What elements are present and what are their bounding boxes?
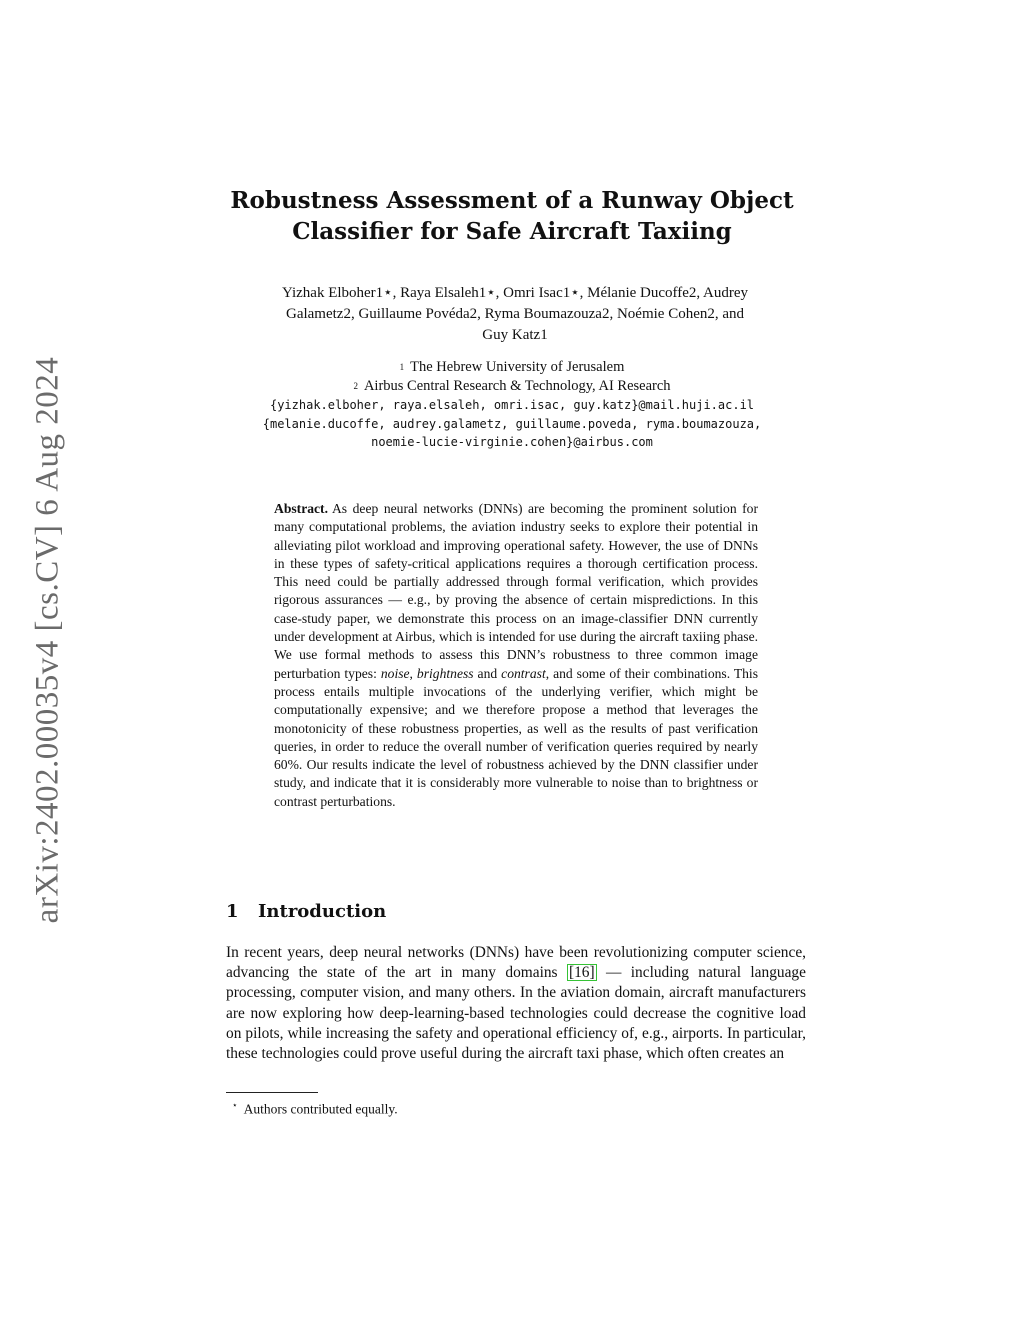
title-line-1: Robustness Assessment of a Runway Object xyxy=(230,187,794,214)
section-number: 1 xyxy=(226,901,239,922)
abstract-text-b: , and some of their combinations. This process entails multiple invocations of the underlying verifier, which might be computationally expensive; and we therefore propose a method that leverages the monotonicity of these robustness properties, as well as the results of past verification queries, in order to reduce the overall number of verification queries required by nearly 60%. Our results indicate the level of robustness achieved by the DNN classifier under study, and indicate that it is considerably more vulnerable to noise than to brightness or contrast perturbations. xyxy=(274,665,758,809)
abstract-sep-1: , xyxy=(409,665,413,681)
footnote-mark: ⋆ xyxy=(232,1100,238,1110)
email-line-3: noemie-lucie-virginie.cohen}@airbus.com xyxy=(371,435,653,449)
footnote xyxy=(226,1096,726,1119)
intro-paragraph xyxy=(226,943,806,1064)
email-line-2: {melanie.ducoffe, audrey.galametz, guillaume.poveda, ryma.boumazouza, xyxy=(262,416,762,431)
affiliation-text: The Hebrew University of Jerusalem xyxy=(410,359,625,375)
title-line-2: Classifier for Safe Aircraft Taxiing xyxy=(292,218,732,245)
citation-link[interactable]: [16] xyxy=(568,964,595,982)
affiliation-mark: 2 xyxy=(353,381,358,391)
authors-line-2: Galametz2, Guillaume Povéda2, Ryma Boumazouza2, Noémie Cohen2, and xyxy=(285,306,745,322)
term-noise: noise xyxy=(380,665,410,681)
section-title: Introduction xyxy=(258,901,387,922)
section-heading xyxy=(226,901,626,922)
abstract-label: Abstract. xyxy=(274,501,328,516)
affiliation-mark: 1 xyxy=(399,362,405,372)
authors-line-3: Guy Katz1 xyxy=(482,327,548,343)
term-contrast: contrast xyxy=(501,665,546,681)
email-line-1: {yizhak.elboher, raya.elsaleh, omri.isac, guy.katz}@mail.huji.ac.il xyxy=(269,398,755,412)
term-brightness: brightness xyxy=(416,665,474,681)
affiliation-2 xyxy=(212,377,812,396)
footnote-text: Authors contributed equally. xyxy=(243,1101,398,1117)
affiliations xyxy=(212,358,812,396)
abstract xyxy=(274,500,758,811)
author-emails xyxy=(190,396,834,452)
intro-text-a: In recent years, deep neural networks (DNNs) have been revolutionizing computer science, advancing the state of the art in many domains xyxy=(226,944,806,982)
abstract-text-a: As deep neural networks (DNNs) are becoming the prominent solution for many computational problems, the aviation industry seeks to explore their potential in alleviating pilot workload and improving operational safety. However, the use of DNNs in these types of safety-critical applications requires a thorough certification process. This need could be partially addressed through formal verification, which provides rigorous assurances — e.g., by proving the absence of certain mispredictions. In this case-study paper, we demonstrate this process on an image-classifier DNN currently under development at Airbus, which is intended for use during the aircraft taxiing phase. We use formal methods to assess this DNN’s robustness to three common image perturbation types: xyxy=(274,501,758,681)
arxiv-identifier: arXiv:2402.00035v4 [cs.CV] 6 Aug 2024 xyxy=(29,356,66,924)
paper-title xyxy=(212,185,812,247)
footnote-rule xyxy=(226,1092,318,1093)
authors-line-1: Yizhak Elboher1⋆, Raya Elsaleh1⋆, Omri Isac1⋆, Mélanie Ducoffe2, Audrey xyxy=(281,285,749,301)
author-list xyxy=(228,283,802,346)
affiliation-1 xyxy=(212,358,812,377)
intro-text-b: — including natural language processing, computer vision, and many others. In the aviation domain, aircraft manufacturers are now exploring how deep-learning-based technologies could decrease the cognitive load on pilots, while increasing the safety and operational efficiency of, e.g., airports. In particular, these technologies could prove useful during the aircraft taxi phase, which often creates an xyxy=(226,964,806,1063)
abstract-sep-2: and xyxy=(477,665,498,681)
affiliation-text: Airbus Central Research & Technology, AI Research xyxy=(363,378,671,394)
